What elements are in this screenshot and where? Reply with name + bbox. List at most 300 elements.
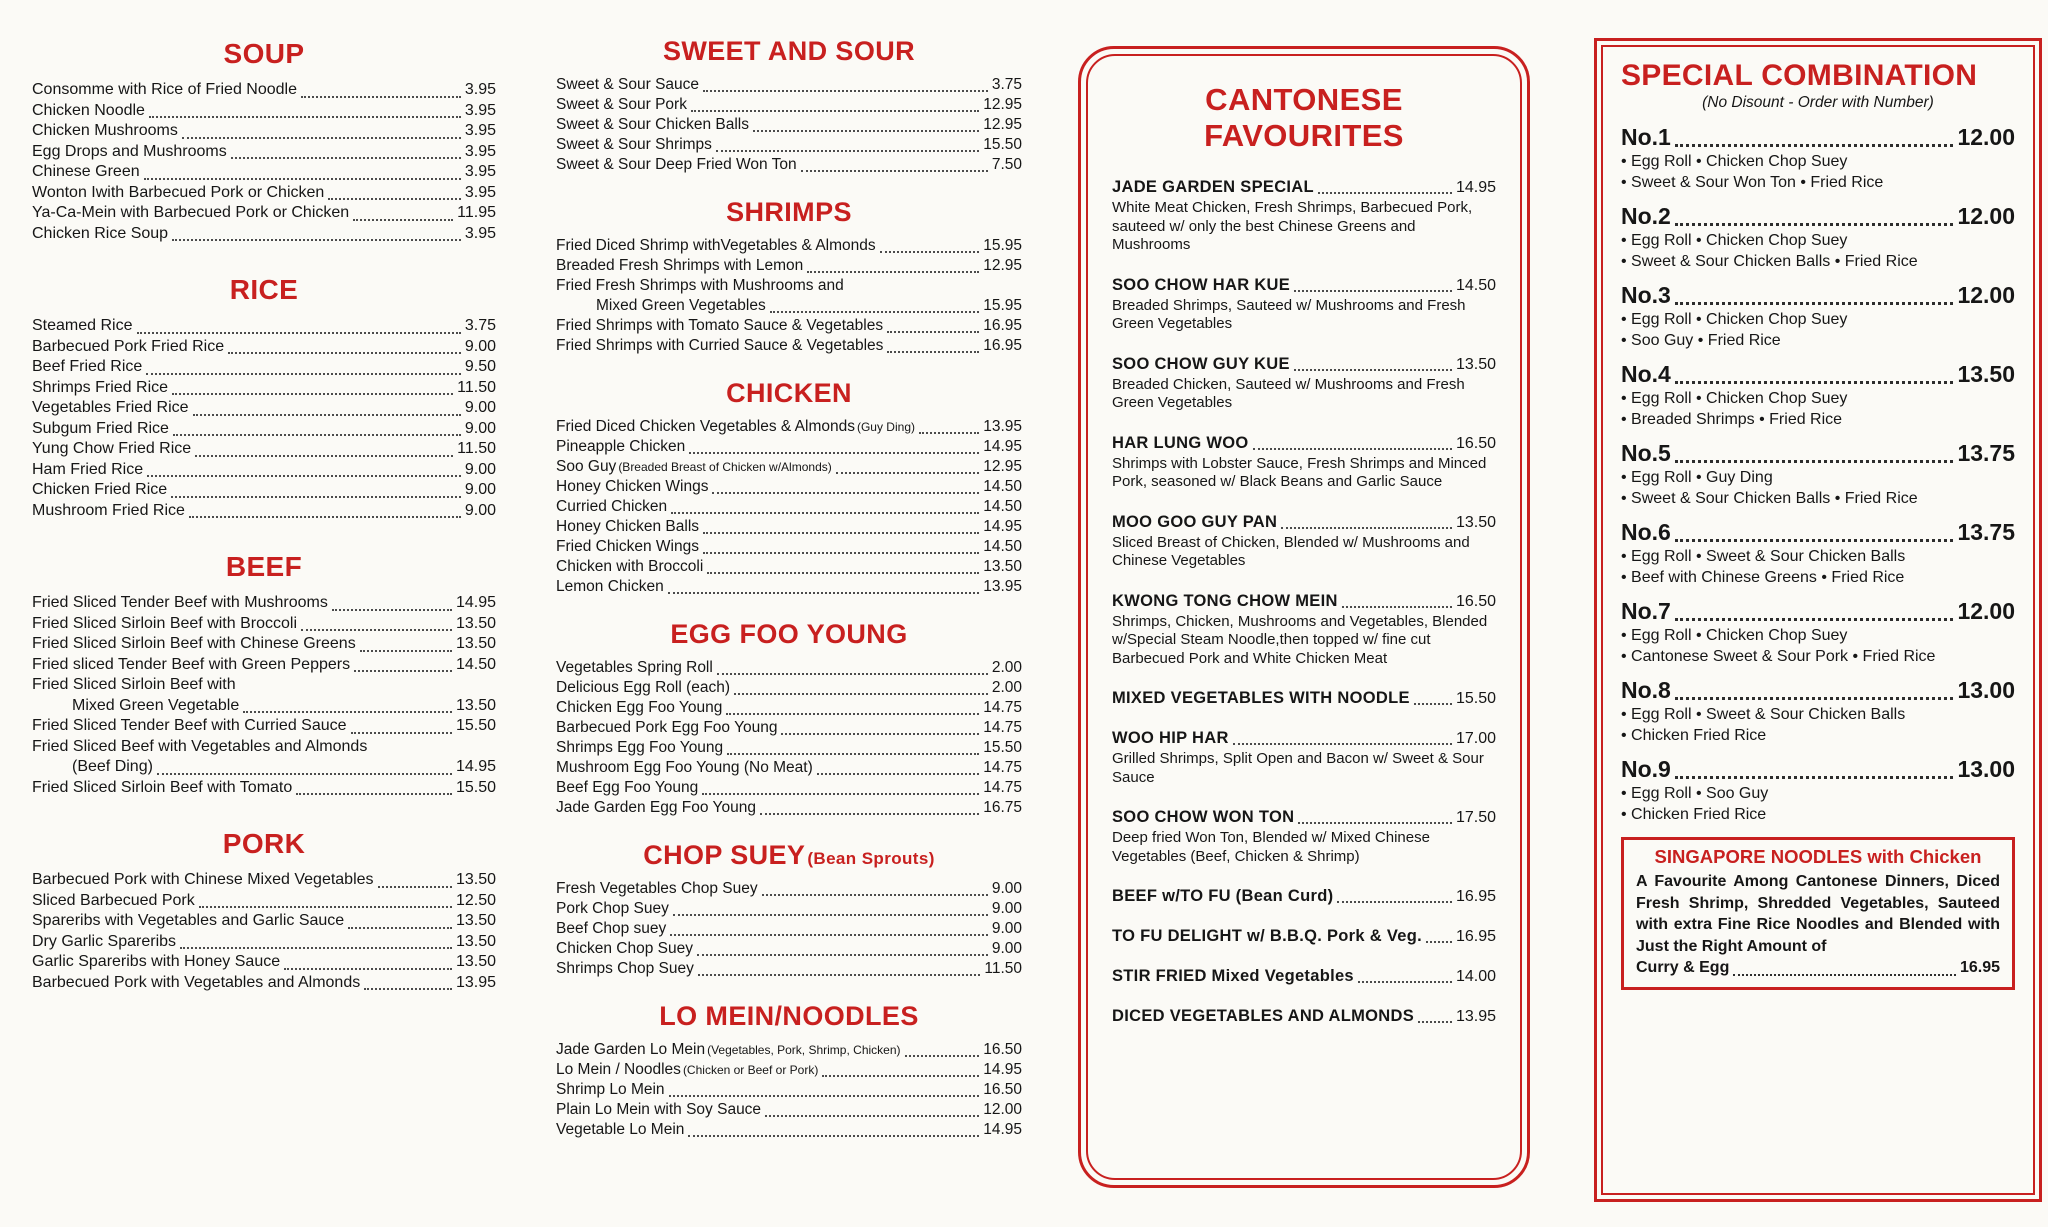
menu-item [32, 460, 496, 481]
dotted-leader [137, 332, 461, 334]
cantonese-item [1112, 592, 1496, 669]
menu-item-price: 13.50 [455, 953, 496, 970]
cantonese-item [1112, 513, 1496, 571]
menu-item [32, 439, 496, 460]
dotted-leader [172, 239, 461, 241]
section-title [556, 197, 1022, 228]
menu-item-price: 15.50 [455, 778, 496, 796]
menu-item-first-line: Fried Sliced Beef with Vegetables and Almonds [32, 737, 368, 755]
menu-item-name: Yung Chow Fried Rice [32, 440, 192, 457]
menu-item-price: 14.95 [983, 438, 1022, 455]
menu-item-name: Plain Lo Mein with Soy Sauce [556, 1101, 762, 1118]
dotted-leader [228, 352, 461, 354]
menu-item-price: 3.75 [464, 317, 496, 334]
dotted-leader [149, 116, 461, 118]
cantonese-item-name: HAR LUNG WOO [1112, 433, 1249, 452]
cantonese-item-name: SOO CHOW HAR KUE [1112, 275, 1291, 294]
menu-item-note: (Breaded Breast of Chicken w/Almonds) [618, 460, 832, 474]
combo-contents-line: • Egg Roll • Chicken Chop Suey [1621, 311, 1848, 328]
menu-item-name: Shrimp Lo Mein [556, 1081, 665, 1098]
menu-item-name: Chicken Noodle [32, 101, 145, 119]
menu-item-name: Fried Sliced Sirloin Beef with Chinese Greens [32, 635, 356, 652]
menu-item [556, 135, 1022, 155]
cantonese-item-price: 13.50 [1455, 355, 1496, 373]
dotted-leader [770, 311, 979, 313]
menu-column-2 [556, 34, 1022, 1162]
menu-item [556, 95, 1022, 115]
menu-item-name: Subgum Fried Rice [32, 419, 169, 437]
menu-item-price: 9.00 [991, 900, 1022, 917]
dotted-leader [1675, 223, 1954, 226]
menu-item-name: Beef Egg Foo Young [556, 779, 699, 796]
menu-item [32, 203, 496, 224]
cantonese-item-row [1112, 967, 1496, 986]
combo-contents-line: • Egg Roll • Sweet & Sour Chicken Balls [1621, 548, 1906, 565]
menu-item [32, 337, 496, 358]
combo-number: No.8 [1621, 677, 1671, 703]
menu-item [32, 932, 496, 953]
cantonese-item-row [1112, 434, 1496, 453]
menu-item [556, 1040, 1022, 1060]
cantonese-favourites-list [1112, 178, 1496, 1026]
cantonese-favourites-inner-border [1086, 54, 1522, 1180]
cantonese-item-name: DICED VEGETABLES AND ALMONDS [1112, 1007, 1415, 1025]
cantonese-item-name: MOO GOO GUY PAN [1112, 512, 1278, 531]
dotted-leader [195, 455, 453, 457]
combo-number: No.9 [1621, 756, 1671, 782]
dotted-leader [753, 130, 979, 132]
menu-item-price: 14.50 [983, 498, 1022, 515]
menu-item-name: Fried Chicken Wings [556, 538, 699, 555]
cantonese-item-price: 13.50 [1455, 513, 1496, 531]
dotted-leader [351, 732, 452, 734]
menu-item [556, 155, 1022, 175]
menu-item-price: 14.75 [983, 759, 1022, 776]
menu-item [32, 142, 496, 163]
section-title-text: EGG FOO YOUNG [670, 619, 908, 649]
menu-item-name: Mixed Green Vegetable [72, 696, 240, 714]
menu-item [556, 1060, 1022, 1080]
section-title-text: SWEET AND SOUR [662, 36, 916, 66]
menu-item-price: 12.50 [455, 891, 496, 909]
combo-contents-line: • Egg Roll • Chicken Chop Suey [1621, 390, 1848, 407]
dotted-leader [157, 773, 452, 775]
menu-item-price: 13.95 [983, 578, 1022, 595]
menu-item-name: Mushroom Egg Foo Young (No Meat) [556, 759, 813, 776]
cantonese-item-name: MIXED VEGETABLES WITH NOODLE [1112, 689, 1410, 707]
menu-item-price: 13.50 [455, 696, 496, 714]
cantonese-item [1112, 967, 1496, 986]
menu-item [556, 778, 1022, 798]
cantonese-item-description: Breaded Shrimps, Sauteed w/ Mushrooms and Fresh Green Vegetables [1112, 296, 1466, 332]
menu-item-name: Delicious Egg Roll (each) [556, 679, 731, 696]
dotted-leader [1675, 539, 1954, 542]
cantonese-item-price: 16.50 [1455, 434, 1496, 452]
combo-number-row [1621, 756, 2015, 783]
menu-item-name: Barbecued Pork with Chinese Mixed Vegetables [32, 871, 374, 888]
cantonese-item [1112, 927, 1496, 946]
menu-item-name: Pineapple Chicken [556, 438, 686, 455]
menu-item-price: 13.50 [455, 932, 496, 950]
dotted-leader [199, 906, 452, 908]
menu-item [556, 316, 1022, 336]
combo-number-row [1621, 519, 2015, 546]
dotted-leader [670, 934, 988, 936]
menu-item-price: 3.95 [464, 142, 496, 160]
menu-item-price: 13.50 [983, 558, 1022, 575]
menu-item-price: 13.50 [455, 614, 496, 632]
menu-item [32, 911, 496, 932]
menu-item-name: Steamed Rice [32, 317, 133, 334]
menu-section-rice [32, 274, 496, 521]
menu-item [32, 716, 496, 737]
dotted-leader [707, 572, 979, 574]
cantonese-item [1112, 355, 1496, 413]
dotted-leader [172, 393, 453, 395]
dotted-leader [727, 753, 979, 755]
menu-item [556, 75, 1022, 95]
menu-item-name: Chicken Mushrooms [32, 122, 178, 139]
cantonese-item-description: Deep fried Won Ton, Blended w/ Mixed Chinese Vegetables (Beef, Chicken & Shrimp) [1112, 829, 1430, 865]
dotted-leader [822, 1075, 979, 1077]
dotted-leader [1294, 290, 1452, 292]
menu-item-price: 15.50 [455, 717, 496, 734]
dotted-leader [669, 1095, 980, 1097]
dotted-leader [697, 954, 988, 956]
combo-number: No.5 [1621, 440, 1671, 466]
cantonese-item-price: 14.00 [1455, 968, 1496, 985]
menu-item-price: 12.00 [983, 1101, 1022, 1118]
menu-item [32, 101, 496, 122]
menu-item-name: Barbecued Pork Fried Rice [32, 337, 225, 355]
menu-item-price: 3.95 [464, 122, 496, 139]
cantonese-item-description: Sliced Breast of Chicken, Blended w/ Mushrooms and Chinese Vegetables [1112, 533, 1470, 569]
menu-section-soup [32, 38, 496, 244]
menu-item-name: Beef Chop suey [556, 920, 667, 937]
dotted-leader [193, 414, 461, 416]
cantonese-item-name: WOO HIP HAR [1112, 729, 1229, 747]
menu-item-price: 9.00 [991, 940, 1022, 957]
menu-item-name: (Beef Ding) [72, 758, 153, 775]
cantonese-item-name: BEEF w/TO FU (Bean Curd) [1112, 887, 1334, 905]
combo-number-row [1621, 598, 2015, 625]
menu-section-shrimps [556, 197, 1022, 356]
menu-item [32, 121, 496, 142]
menu-item [556, 517, 1022, 537]
combo-item [1621, 361, 2015, 430]
cantonese-item-description: Shrimps, Chicken, Mushrooms and Vegetables, Blended w/Special Steam Noodle,then topped w/ fine cut Barbecued Pork and White Chicken Meat [1112, 612, 1488, 667]
menu-item [556, 296, 1022, 316]
dotted-leader [1675, 460, 1954, 463]
cantonese-item-name: JADE GARDEN SPECIAL [1112, 178, 1314, 196]
menu-item [556, 437, 1022, 457]
combo-item [1621, 756, 2015, 825]
section-title [32, 828, 496, 860]
menu-item-name: Spareribs with Vegetables and Garlic Sauce [32, 912, 345, 929]
singapore-noodles-tail-text: Curry & Egg [1636, 959, 1730, 976]
menu-item-name: Jade Garden Lo Mein [556, 1041, 706, 1058]
menu-item-price: 13.50 [455, 871, 496, 888]
section-title [32, 274, 496, 306]
menu-item [556, 1080, 1022, 1100]
menu-item [32, 316, 496, 337]
menu-item [556, 939, 1022, 959]
cantonese-item-price: 16.95 [1455, 888, 1496, 905]
menu-item [32, 162, 496, 183]
cantonese-favourites-title: CANTONESE FAVOURITES [1204, 82, 1404, 153]
dotted-leader [189, 516, 461, 518]
cantonese-item-description: Grilled Shrimps, Split Open and Bacon w/ Sweet & Sour Sauce [1112, 750, 1484, 786]
menu-item-name: Soo Guy [556, 458, 617, 475]
menu-item [556, 678, 1022, 698]
section-title-text: SOUP [223, 38, 305, 69]
combo-price: 13.00 [1957, 677, 2015, 703]
menu-item-name: Shrimps Fried Rice [32, 378, 169, 396]
menu-item-name: Dry Garlic Spareribs [32, 932, 177, 950]
cantonese-item [1112, 887, 1496, 906]
menu-item-price: 9.00 [991, 920, 1022, 937]
special-combination-title: SPECIAL COMBINATION [1621, 59, 1978, 92]
menu-item-price: 15.95 [983, 237, 1022, 254]
menu-item-price: 9.00 [464, 481, 496, 498]
cantonese-item [1112, 276, 1496, 334]
cantonese-item-row [1112, 276, 1496, 295]
menu-item [556, 577, 1022, 597]
section-title-text: LO MEIN/NOODLES [659, 1001, 919, 1031]
combo-item [1621, 124, 2015, 193]
menu-item-price: 16.75 [983, 799, 1022, 816]
menu-item-price: 7.50 [991, 156, 1022, 173]
menu-item [556, 457, 1022, 477]
menu-item-price: 3.95 [464, 163, 496, 180]
menu-item-name: Shrimps Chop Suey [556, 960, 694, 977]
menu-item-price: 14.95 [983, 1061, 1022, 1078]
special-combination-inner-border [1601, 45, 2035, 1195]
menu-item-price: 16.50 [983, 1041, 1022, 1058]
section-title [32, 38, 496, 70]
combo-contents-line: • Beef with Chinese Greens • Fried Rice [1621, 569, 1905, 586]
combo-contents-line: • Chicken Fried Rice [1621, 806, 1767, 823]
menu-item [32, 655, 496, 676]
menu-item-name: Breaded Fresh Shrimps with Lemon [556, 257, 804, 274]
special-combination-subtitle: (No Disount - Order with Number) [1702, 94, 1934, 111]
menu-item-note: (Vegetables, Pork, Shrimp, Chicken) [707, 1043, 901, 1057]
dotted-leader [760, 813, 979, 815]
menu-item-price: 3.95 [464, 101, 496, 119]
menu-item-name: Vegetables Fried Rice [32, 399, 189, 416]
combo-price: 12.00 [1957, 598, 2015, 624]
combo-price: 12.00 [1957, 124, 2015, 150]
singapore-noodles-title: SINGAPORE NOODLES with Chicken [1654, 846, 1982, 867]
menu-item-name: Chicken Fried Rice [32, 481, 168, 498]
singapore-noodles-price: 16.95 [1959, 959, 2000, 976]
menu-item-price: 16.50 [983, 1081, 1022, 1098]
menu-item [556, 1100, 1022, 1120]
section-title-text: RICE [229, 274, 299, 305]
menu-item [32, 419, 496, 440]
menu-section-pork [32, 828, 496, 993]
combo-number: No.1 [1621, 124, 1671, 150]
dotted-leader [360, 650, 452, 652]
menu-item [556, 919, 1022, 939]
combo-contents-line: • Egg Roll • Chicken Chop Suey [1621, 627, 1848, 644]
combo-price: 13.50 [1957, 361, 2015, 387]
dotted-leader [1675, 302, 1954, 305]
cantonese-item [1112, 689, 1496, 708]
dotted-leader [1675, 381, 1954, 384]
cantonese-item-price: 17.00 [1455, 730, 1496, 747]
menu-item-name: Sliced Barbecued Pork [32, 891, 195, 909]
menu-item-first-line: Fried Sliced Sirloin Beef with [32, 676, 236, 693]
section-title [556, 840, 1022, 871]
dotted-leader [1675, 776, 1954, 779]
combo-number-row [1621, 282, 2015, 309]
dotted-leader [734, 693, 988, 695]
cantonese-item-name: STIR FRIED Mixed Vegetables [1112, 967, 1354, 985]
menu-item-name: Sweet & Sour Pork [556, 96, 687, 113]
menu-item-price: 3.95 [464, 183, 496, 201]
dotted-leader [144, 178, 461, 180]
cantonese-item-price: 13.95 [1455, 1008, 1496, 1025]
menu-item-name: Jade Garden Egg Foo Young [556, 799, 756, 816]
dotted-leader [807, 271, 979, 273]
menu-item-name: Vegetables Spring Roll [556, 659, 713, 676]
cantonese-item-price: 16.95 [1455, 928, 1496, 945]
dotted-leader [817, 773, 979, 775]
menu-item-price: 11.50 [457, 440, 496, 457]
menu-item-price: 16.95 [983, 337, 1022, 354]
menu-item-price: 12.95 [983, 116, 1022, 133]
menu-item [556, 698, 1022, 718]
dotted-leader [919, 432, 979, 434]
cantonese-item-row [1112, 178, 1496, 197]
menu-item [32, 501, 496, 522]
menu-item-price: 13.95 [983, 418, 1022, 435]
menu-item-name: Fried Sliced Sirloin Beef with Tomato [32, 778, 293, 796]
menu-item-name: Barbecued Pork with Vegetables and Almonds [32, 973, 361, 991]
cantonese-item-row [1112, 808, 1496, 827]
menu-item-name: Fried Diced Chicken Vegetables & Almonds [556, 418, 855, 435]
menu-item-price: 14.95 [455, 594, 496, 611]
combo-contents-line: • Soo Guy • Fried Rice [1621, 332, 1781, 349]
cantonese-favourites-panel [1078, 46, 1530, 1188]
menu-item-name: Lemon Chicken [556, 578, 664, 595]
menu-item-price: 11.50 [984, 960, 1022, 977]
dotted-leader [296, 793, 452, 795]
cantonese-item-name: TO FU DELIGHT w/ B.B.Q. Pork & Veg. [1112, 927, 1422, 945]
menu-item [32, 398, 496, 419]
menu-item-name: Consomme with Rice of Fried Noodle [32, 81, 297, 98]
menu-item-name: Fresh Vegetables Chop Suey [556, 880, 758, 897]
section-title-text: CHOP SUEY [643, 840, 806, 870]
menu-item-price: 14.50 [983, 538, 1022, 555]
section-title-text: BEEF [225, 551, 303, 582]
cantonese-item-row [1112, 592, 1496, 611]
menu-item-name: Fried sliced Tender Beef with Green Peppers [32, 655, 351, 673]
combo-item [1621, 598, 2015, 667]
menu-item-name: Fried Sliced Tender Beef with Curried Sauce [32, 717, 347, 734]
menu-section-chop-suey [556, 840, 1022, 979]
menu-item-price: 15.50 [983, 136, 1022, 153]
menu-item-price: 9.00 [464, 460, 496, 478]
menu-item [556, 477, 1022, 497]
menu-item-name: Chicken Chop Suey [556, 940, 693, 957]
combo-item [1621, 440, 2015, 509]
dotted-leader [880, 251, 980, 253]
cantonese-item-name: KWONG TONG CHOW MEIN [1112, 591, 1338, 610]
cantonese-item-name: SOO CHOW WON TON [1112, 808, 1295, 826]
menu-section-chicken [556, 378, 1022, 597]
menu-item-price: 14.95 [455, 758, 496, 775]
dotted-leader [1733, 974, 1956, 976]
cantonese-item-price: 17.50 [1455, 809, 1496, 826]
dotted-leader [1414, 703, 1452, 705]
menu-item-price: 15.50 [983, 739, 1022, 756]
menu-item-name: Fried Sliced Sirloin Beef with Broccoli [32, 614, 297, 632]
dotted-leader [801, 170, 988, 172]
combo-contents-line: • Egg Roll • Guy Ding [1621, 469, 1773, 486]
menu-item [32, 183, 496, 204]
menu-item-price: 16.95 [983, 317, 1022, 334]
cantonese-item-description: White Meat Chicken, Fresh Shrimps, Barbecued Pork, sauteed w/ only the best Chinese Greens and Mushrooms [1112, 199, 1473, 253]
dotted-leader [668, 592, 980, 594]
dotted-leader [353, 219, 453, 221]
menu-item [32, 757, 496, 778]
menu-item-name: Garlic Spareribs with Honey Sauce [32, 953, 281, 970]
dotted-leader [716, 150, 979, 152]
dotted-leader [726, 713, 979, 715]
menu-item-name: Chicken Egg Foo Young [556, 699, 723, 716]
combo-number-row [1621, 440, 2015, 467]
dotted-leader [689, 452, 979, 454]
menu-section-beef [32, 551, 496, 798]
combo-number-row [1621, 124, 2015, 151]
combo-item [1621, 519, 2015, 588]
cantonese-item-row [1112, 927, 1496, 946]
dotted-leader [673, 914, 988, 916]
menu-item-price: 9.00 [464, 337, 496, 355]
dotted-leader [332, 609, 452, 611]
combo-contents-line: • Egg Roll • Chicken Chop Suey [1621, 232, 1848, 249]
menu-item [32, 378, 496, 399]
menu-item-name: Honey Chicken Balls [556, 518, 700, 535]
menu-item [556, 115, 1022, 135]
dotted-leader [703, 90, 988, 92]
combo-number: No.4 [1621, 361, 1671, 387]
menu-item [556, 497, 1022, 517]
cantonese-item-row [1112, 689, 1496, 708]
menu-item [32, 614, 496, 635]
section-title-text: SHRIMPS [726, 197, 852, 227]
menu-item-price: 2.00 [991, 659, 1022, 676]
combo-contents-line: • Sweet & Sour Won Ton • Fried Rice [1621, 174, 1884, 191]
cantonese-item-price: 15.50 [1455, 690, 1496, 707]
dotted-leader [1675, 144, 1954, 147]
dotted-leader [147, 475, 461, 477]
combo-contents-line: • Chicken Fried Rice [1621, 727, 1767, 744]
cantonese-item-price: 16.50 [1455, 592, 1496, 610]
dotted-leader [905, 1055, 980, 1057]
menu-item-name: Beef Fried Rice [32, 358, 143, 375]
section-title [556, 378, 1022, 409]
menu-item [32, 778, 496, 799]
cantonese-item-row [1112, 513, 1496, 532]
dotted-leader [182, 137, 461, 139]
dotted-leader [1318, 192, 1452, 194]
combo-contents-line: • Breaded Shrimps • Fried Rice [1621, 411, 1843, 428]
menu-item-name: Ya-Ca-Mein with Barbecued Pork or Chicken [32, 204, 350, 221]
combo-contents-line: • Sweet & Sour Chicken Balls • Fried Rice [1621, 490, 1918, 507]
